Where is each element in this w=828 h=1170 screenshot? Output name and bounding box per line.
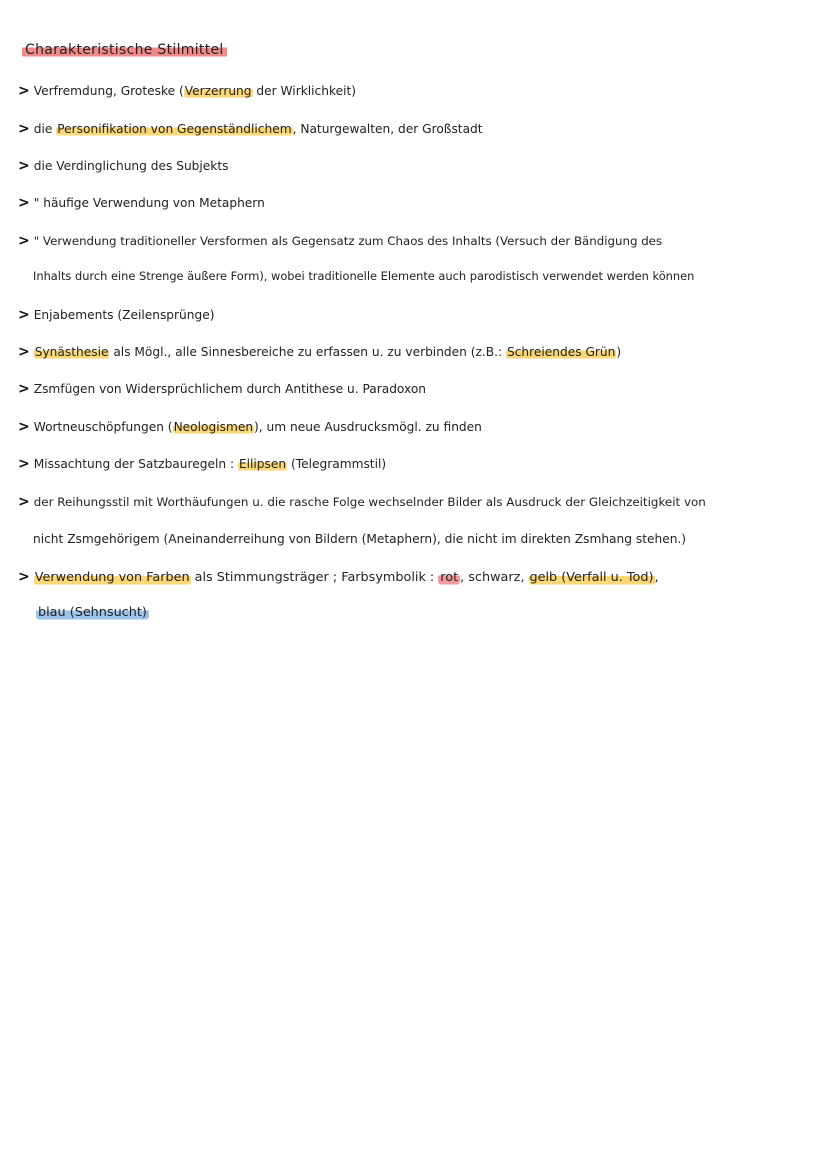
list-item: > Synästhesie als Mögl., alle Sinnesbereiche zu erfassen u. zu verbinden (z.B.: Schreiendes Grün) — [18, 344, 622, 360]
highlight-yellow: Personifikation von Gegenständlichem — [57, 122, 292, 136]
arrow-icon: > — [18, 158, 30, 174]
arrow-icon: > — [18, 344, 30, 360]
highlight-yellow: Verwendung von Farben — [34, 570, 190, 585]
arrow-icon: > — [18, 456, 30, 472]
list-item: > die Verdinglichung des Subjekts — [18, 158, 229, 174]
list-item: > " häufige Verwendung von Metaphern — [18, 195, 265, 211]
arrow-icon: > — [18, 233, 30, 249]
arrow-icon: > — [18, 195, 30, 211]
list-item: > " Verwendung traditioneller Versformen als Gegensatz zum Chaos des Inhalts (Versuch der Bändigung des — [18, 233, 663, 249]
arrow-icon: > — [18, 569, 30, 585]
highlight-yellow: Neologismen — [173, 420, 254, 434]
highlight-yellow: Synästhesie — [34, 345, 109, 359]
arrow-icon: > — [18, 307, 30, 323]
list-item: > die Personifikation von Gegenständlichem, Naturgewalten, der Großstadt — [18, 121, 483, 137]
highlight-blue: blau (Sehnsucht) — [38, 605, 147, 620]
list-item: > Wortneuschöpfungen (Neologismen), um neue Ausdrucksmögl. zu finden — [18, 419, 482, 435]
highlight-red: rot — [440, 570, 459, 585]
arrow-icon: > — [18, 121, 30, 137]
list-item: > der Reihungsstil mit Worthäufungen u. die rasche Folge wechselnder Bilder als Ausdruck der Gleichzeitigkeit von — [18, 494, 706, 510]
arrow-icon: > — [18, 381, 30, 397]
arrow-icon: > — [18, 419, 30, 435]
title-highlight: Charakteristische Stilmittel — [22, 42, 227, 58]
highlight-yellow: gelb (Verfall u. Tod) — [529, 570, 654, 585]
highlight-yellow: Schreiendes Grün — [507, 345, 616, 359]
list-item: > Zsmfügen von Widersprüchlichem durch Antithese u. Paradoxon — [18, 381, 427, 397]
list-item: > Enjabements (Zeilensprünge) — [18, 307, 215, 323]
list-item-continuation — [36, 604, 149, 622]
arrow-icon: > — [18, 494, 30, 510]
list-item-continuation: Inhalts durch eine Strenge äußere Form), wobei traditionelle Elemente auch parodistisch verwendet werden können — [33, 269, 695, 283]
list-item: > Verfremdung, Groteske (Verzerrung der Wirklichkeit) — [18, 83, 356, 99]
arrow-icon: > — [18, 83, 30, 99]
page-title — [22, 42, 227, 58]
list-item-continuation: nicht Zsmgehörigem (Aneinanderreihung von Bildern (Metaphern), die nicht im direkten Zsmhang stehen.) — [33, 532, 687, 546]
highlight-yellow: Ellipsen — [238, 457, 287, 471]
list-item: > Missachtung der Satzbauregeln : Ellipsen (Telegrammstil) — [18, 456, 387, 472]
highlight-yellow: Verzerrung — [184, 84, 252, 98]
list-item: > Verwendung von Farben als Stimmungsträger ; Farbsymbolik : rot , schwarz, gelb (Verfall u. Tod), — [18, 569, 659, 585]
